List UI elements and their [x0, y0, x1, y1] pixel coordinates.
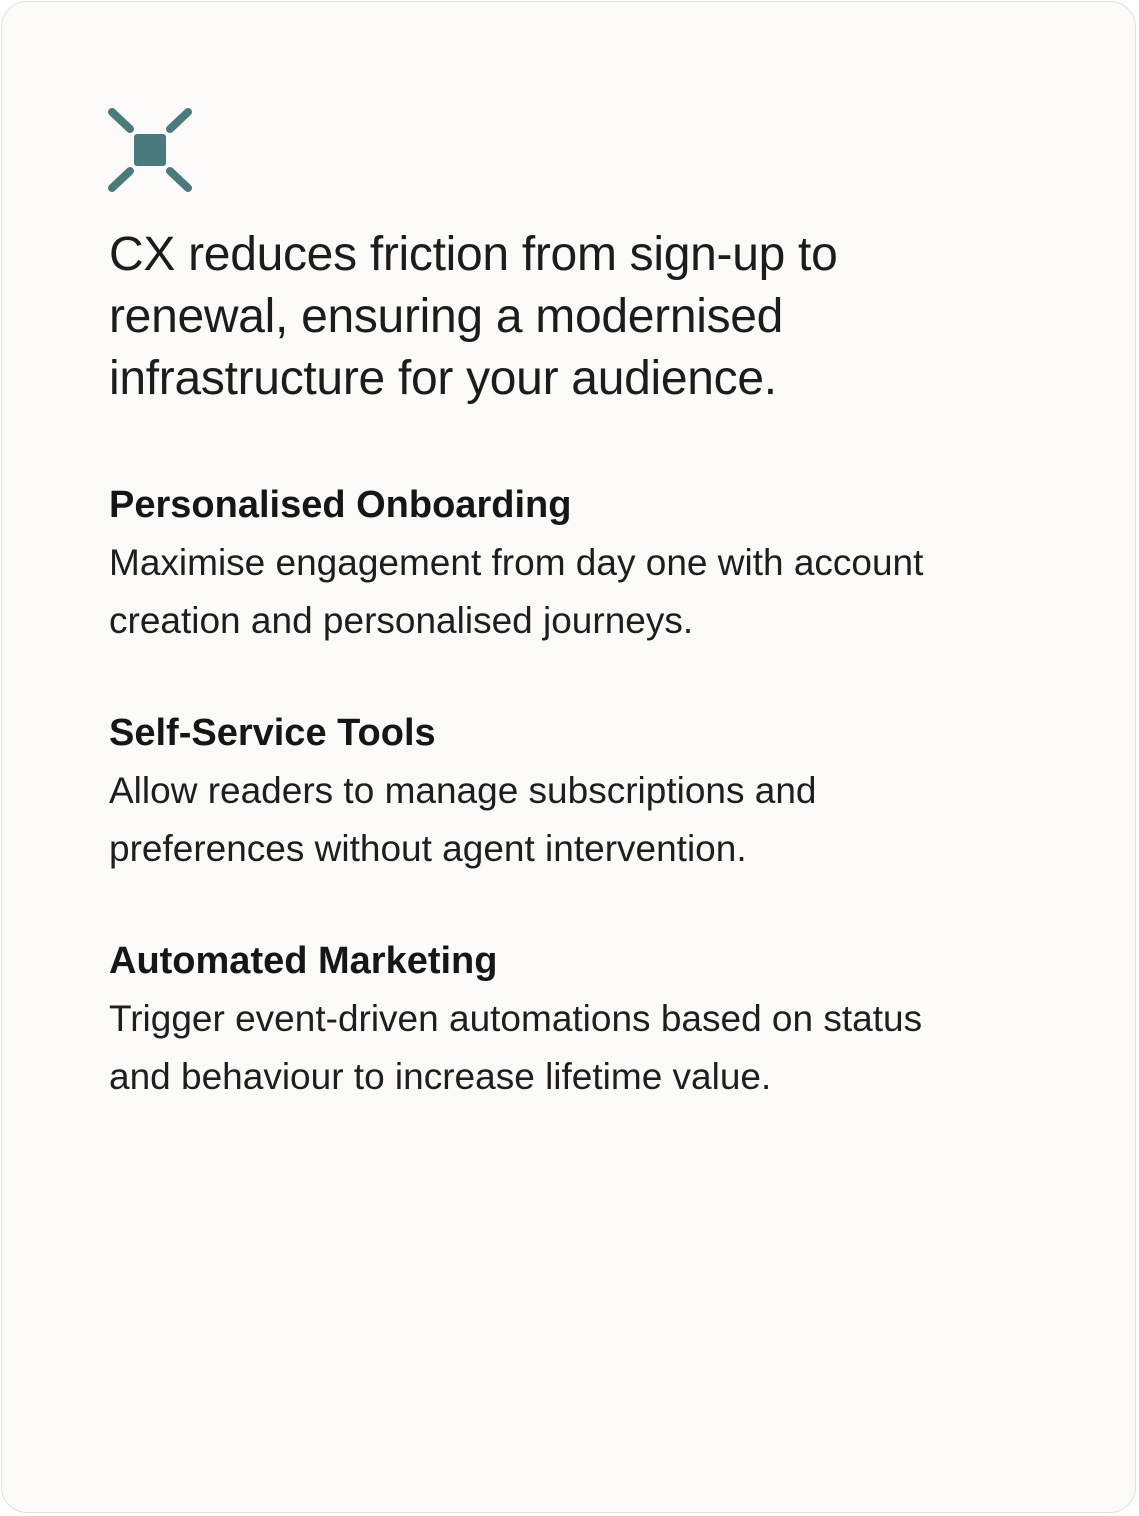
intro-text: CX reduces friction from sign-up to renewal, ensuring a modernised infrastructure for your audience.	[109, 228, 838, 405]
feature-title: Automated Marketing	[109, 940, 498, 982]
feature-item-onboarding	[109, 480, 1009, 650]
feature-description: Trigger event-driven automations based on status and behaviour to increase lifetime value.	[109, 998, 923, 1097]
expand-arrows-icon	[106, 106, 194, 194]
feature-list	[109, 480, 1009, 1164]
feature-item-marketing	[109, 936, 1009, 1106]
feature-item-self-service	[109, 708, 1009, 878]
feature-card	[1, 1, 1136, 1513]
feature-title: Self-Service Tools	[109, 712, 436, 754]
feature-description: Maximise engagement from day one with account creation and personalised journeys.	[109, 542, 924, 641]
feature-description: Allow readers to manage subscriptions and preferences without agent intervention.	[109, 770, 817, 869]
feature-title: Personalised Onboarding	[109, 484, 572, 526]
